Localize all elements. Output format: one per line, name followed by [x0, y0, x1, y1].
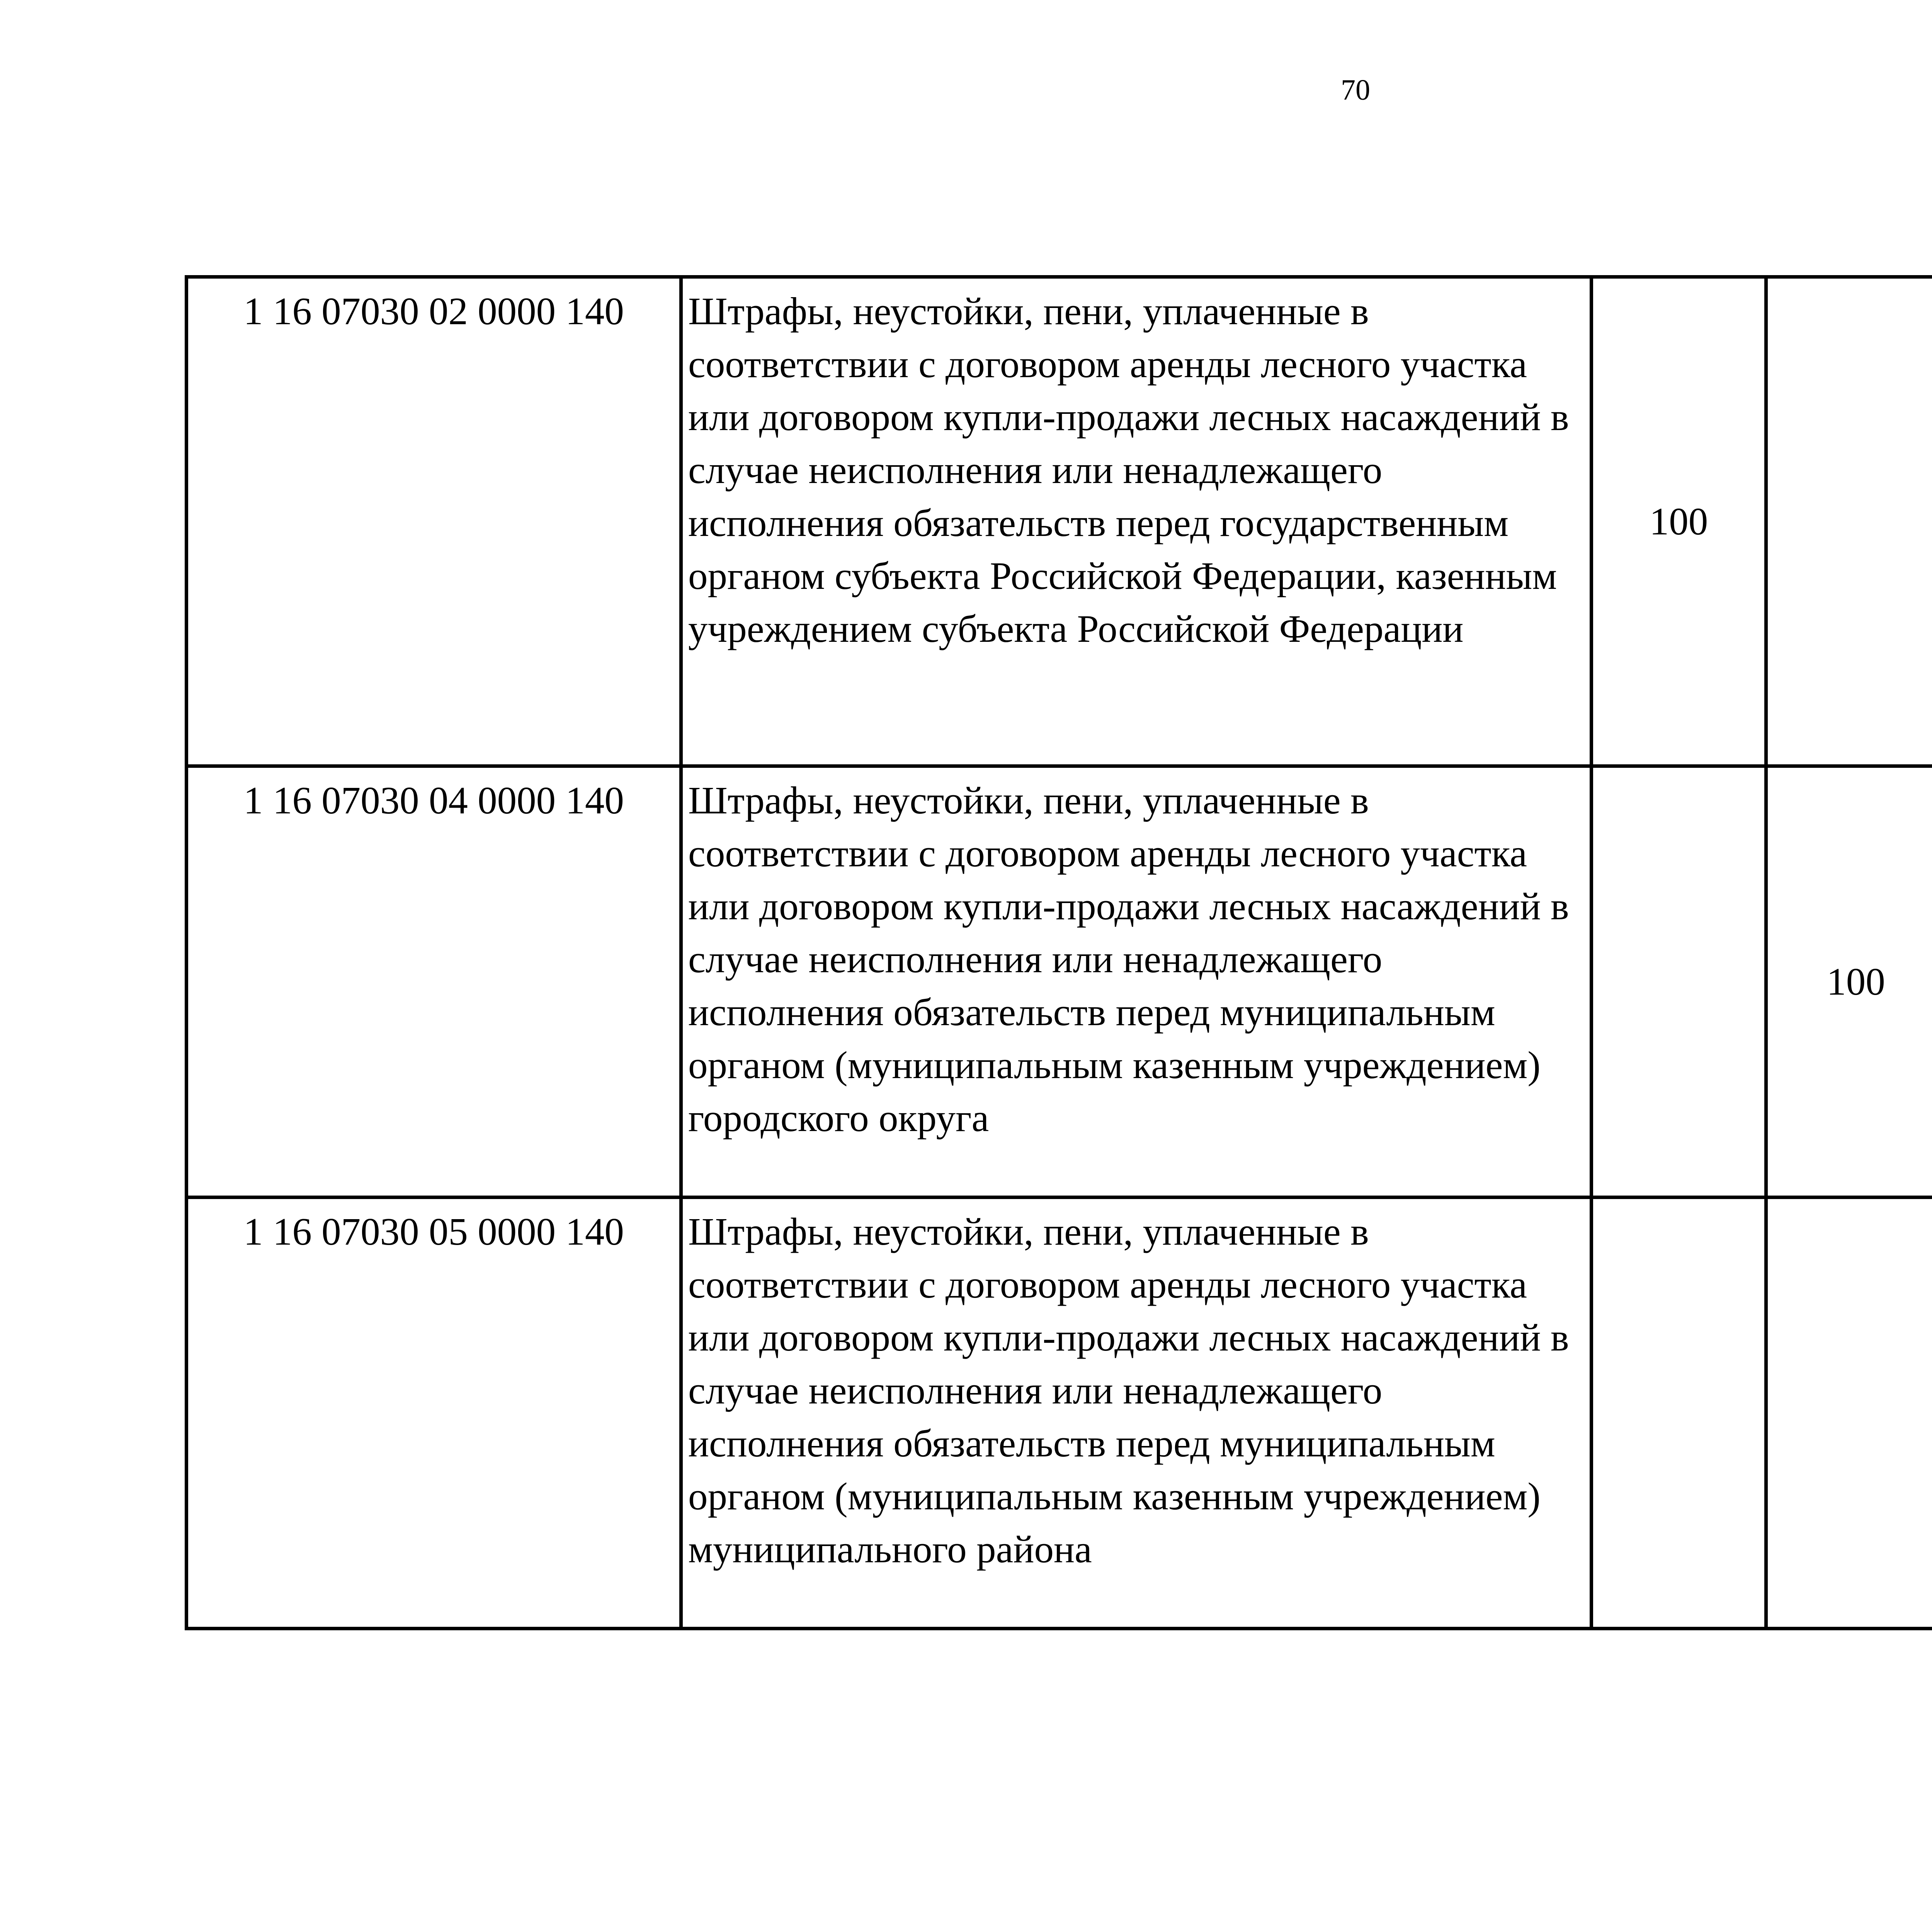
budget-classification-code: 1 16 07030 02 0000 140 — [187, 277, 681, 766]
table-row — [187, 766, 1932, 1197]
value-cell-2: 100 — [1766, 766, 1932, 1197]
revenue-distribution-table — [185, 275, 1932, 1630]
value-cell-1 — [1592, 1197, 1766, 1629]
value-cell-2 — [1766, 277, 1932, 766]
value-cell-2 — [1766, 1197, 1932, 1629]
budget-classification-code: 1 16 07030 05 0000 140 — [187, 1197, 681, 1629]
table-row — [187, 277, 1932, 766]
revenue-description: Штрафы, неустойки, пени, уплаченные в соответствии с договором аренды лесного участка или договором купли-продажи лесных насаждений в случае неисполнения или ненадлежащего исполнения обязательств перед муниципальным органом (муниципальным казенным учреждением) городского округа — [681, 766, 1592, 1197]
revenue-description: Штрафы, неустойки, пени, уплаченные в соответствии с договором аренды лесного участка или договором купли-продажи лесных насаждений в случае неисполнения или ненадлежащего исполнения обязательств перед государственным органом субъекта Российской Федерации, казенным учреждением субъекта Российской Федерации — [681, 277, 1592, 766]
value-cell-1 — [1592, 766, 1766, 1197]
budget-classification-code: 1 16 07030 04 0000 140 — [187, 766, 681, 1197]
page-number: 70 — [1341, 74, 1370, 106]
value-cell-1: 100 — [1592, 277, 1766, 766]
revenue-description: Штрафы, неустойки, пени, уплаченные в соответствии с договором аренды лесного участка или договором купли-продажи лесных насаждений в случае неисполнения или ненадлежащего исполнения обязательств перед муниципальным органом (муниципальным казенным учреждением) муниципального района — [681, 1197, 1592, 1629]
table-row — [187, 1197, 1932, 1629]
